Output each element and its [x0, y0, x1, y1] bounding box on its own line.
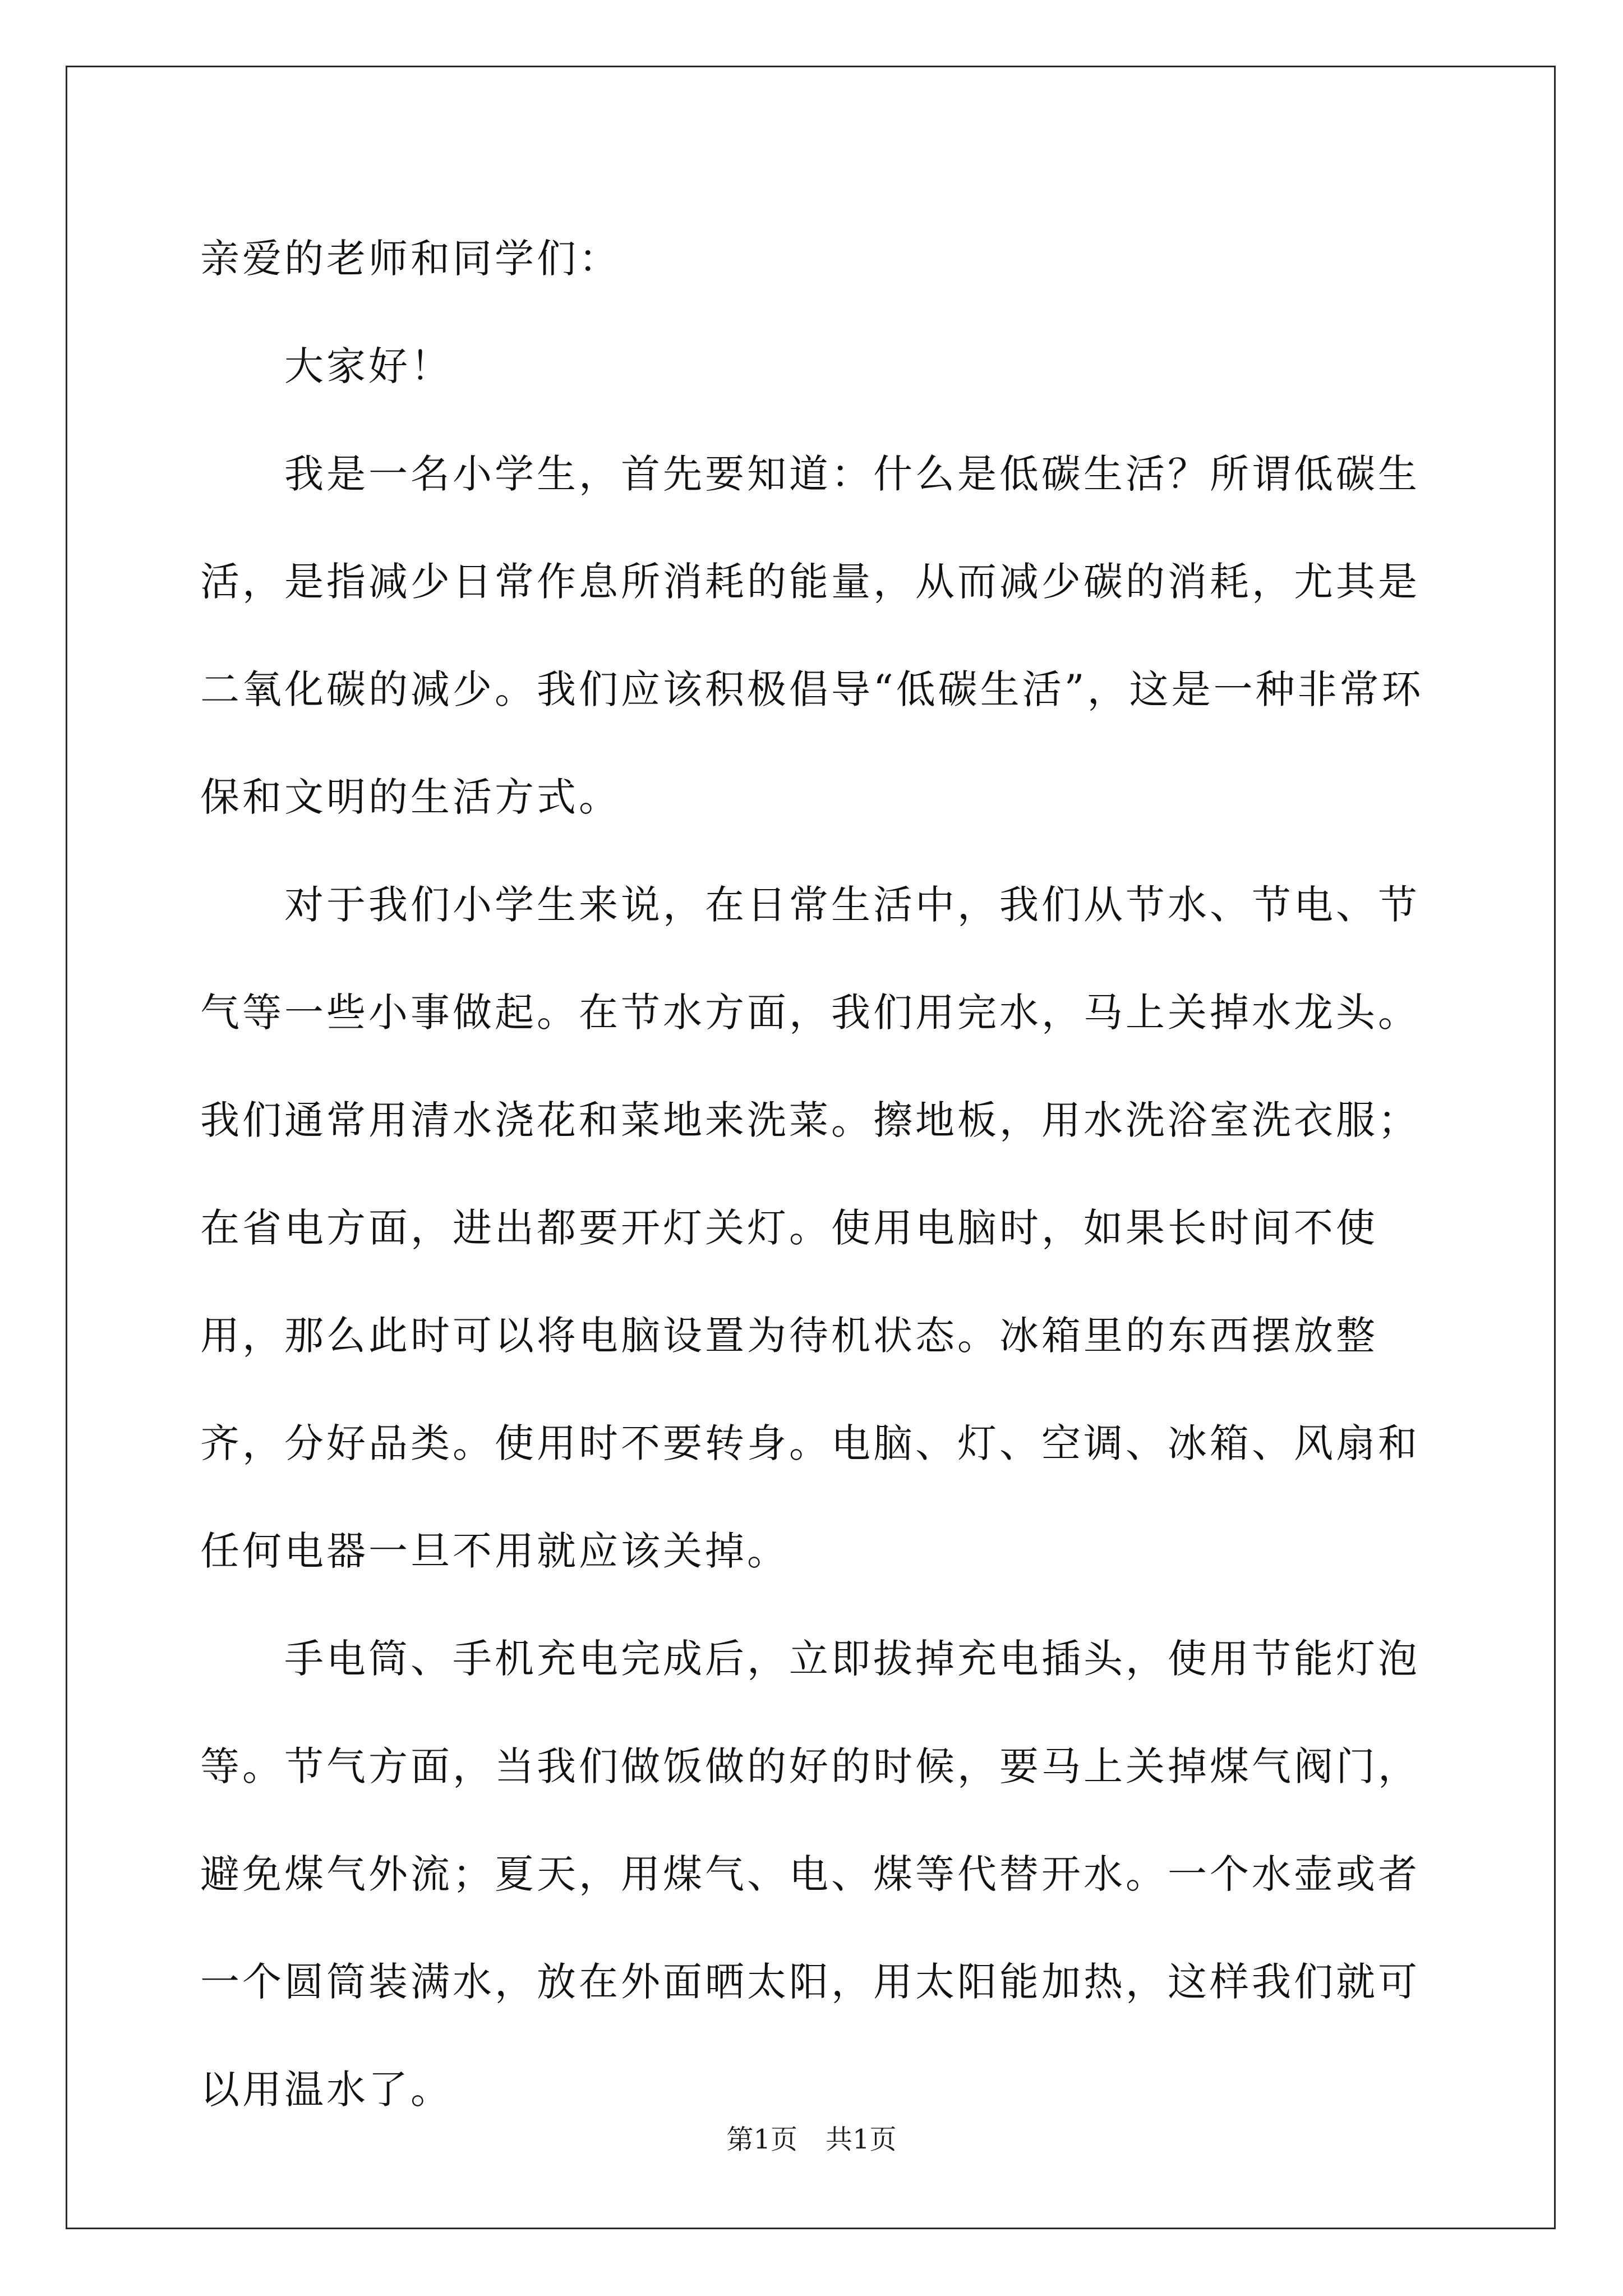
paragraph: 手电筒、手机充电完成后，立即拔掉充电插头，使用节能灯泡等。节气方面，当我们做饭做的好的时候，要马上关掉煤气阀门，避免煤气外流；夏天，用煤气、电、煤等代替开水。一个水壶或者一个圆筒装满水，放在外面晒太阳，用太阳能加热，这样我们就可以用温水了。 — [200, 1636, 1420, 2113]
paragraph: 对于我们小学生来说，在日常生活中，我们从节水、节电、节气等一些小事做起。在节水方面，我们用完水，马上关掉水龙头。我们通常用清水浇花和菜地来洗菜。擦地板，用水洗浴室洗衣服；在省电方面，进出都要开灯关灯。使用电脑时，如果长时间不使用，那么此时可以将电脑设置为待机状态。冰箱里的东西摆放整齐，分好品类。使用时不要转身。电脑、灯、空调、冰箱、风扇和任何电器一旦不用就应该关掉。 — [200, 882, 1420, 1574]
page-number: 第1页 — [726, 2124, 797, 2155]
paragraph: 大家好！ — [284, 343, 453, 389]
page-footer — [0, 2123, 1623, 2156]
paragraph: 我是一名小学生，首先要知道：什么是低碳生活？所谓低碳生活，是指减少日常作息所消耗的能量，从而减少碳的消耗，尤其是二氧化碳的减少。我们应该积极倡导“低碳生活”，这是一种非常环保和文明的生活方式。 — [200, 451, 1424, 820]
page-total: 共1页 — [826, 2124, 897, 2155]
document-body — [200, 205, 1428, 2143]
greeting: 亲爱的老师和同学们： — [200, 236, 621, 282]
